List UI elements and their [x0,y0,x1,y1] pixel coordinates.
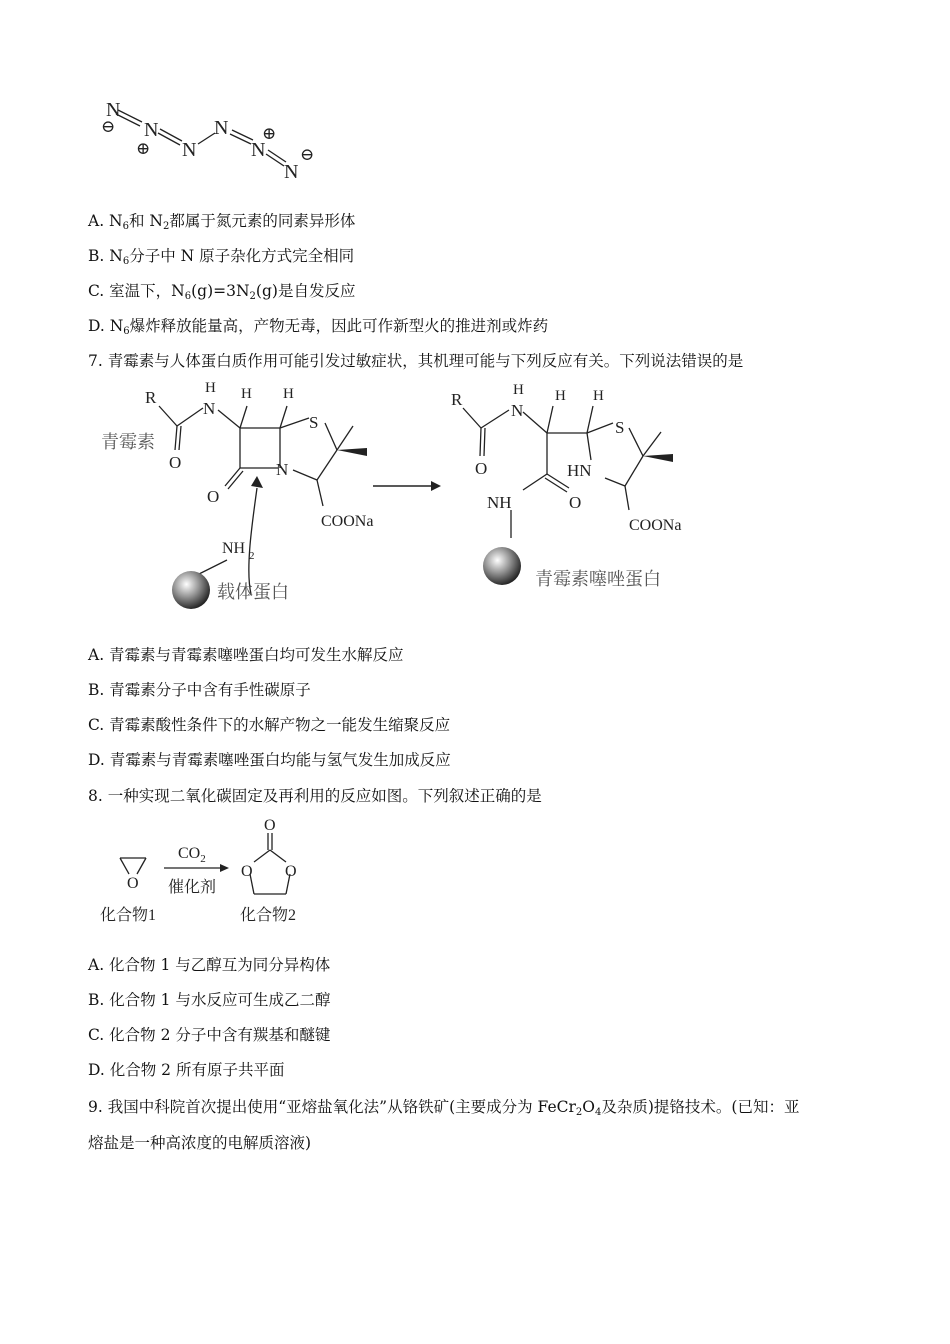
svg-text:O: O [241,863,253,880]
svg-text:O: O [264,817,276,834]
q6-option-d: D. $N_6$爆炸释放能量高，产物无毒，因此可作新型火的推进剂或炸药 [88,317,549,337]
svg-text:H: H [555,388,566,404]
svg-text:S: S [615,418,625,437]
product-protein-sphere [483,547,521,585]
svg-text:O: O [569,493,582,512]
q6-option-b: B. $N_6$分子中 N 原子杂化方式完全相同 [88,247,355,267]
reagent-co2: $CO_2$ [178,845,206,865]
q6-option-a: A. $N_6$和 $N_2$都属于氮元素的同素异形体 [88,212,356,232]
q8-option-a: A. 化合物 1 与乙醇互为同分异构体 [88,956,331,974]
compound2-label: 化合物2 [240,907,297,924]
q9-stem-line2: 熔盐是一种高浓度的电解质溶液) [88,1134,312,1152]
svg-text:H: H [513,382,524,398]
svg-text:N: N [203,399,216,418]
svg-text:NH: NH [222,540,246,557]
penicillin-label: 青霉素 [101,432,155,452]
q7-option-b: B. 青霉素分子中含有手性碳原子 [88,681,311,699]
carrier-protein-label: 载体蛋白 [217,582,289,602]
svg-text:H: H [205,380,216,396]
q7-option-d: D. 青霉素与青霉素噻唑蛋白均能与氢气发生加成反应 [88,751,451,769]
q8-stem: 8. 一种实现二氧化碳固定及再利用的反应如图。下列叙述正确的是 [88,787,542,805]
q8-option-c: C. 化合物 2 分子中含有羰基和醚键 [88,1026,331,1044]
svg-text:COONa: COONa [321,513,374,530]
q7-stem: 7. 青霉素与人体蛋白质作用可能引发过敏症状，其机理可能与下列反应有关。下列说法错误的是 [88,352,744,370]
co2-fixation-figure [96,812,326,932]
q8-option-b: B. 化合物 1 与水反应可生成乙二醇 [88,991,331,1009]
atom-n4: N [214,117,229,139]
charge-minus-2: ⊖ [300,145,315,164]
svg-text:H: H [241,386,252,402]
svg-text:NH: NH [487,493,512,512]
atom-n6: N [284,161,299,183]
n6-structure-figure [98,92,328,184]
charge-plus-2: ⊕ [262,124,277,143]
svg-text:N: N [511,401,524,420]
catalyst-label: 催化剂 [168,879,217,896]
charge-minus-1: ⊖ [101,117,116,136]
svg-text:O: O [169,453,182,472]
atom-n3: N [182,139,197,161]
carrier-protein-sphere [172,571,210,609]
svg-text:H: H [593,388,604,404]
svg-text:2: 2 [249,550,255,562]
product-label: 青霉素噻唑蛋白 [535,569,661,589]
svg-text:COONa: COONa [629,517,682,534]
q6-option-c: C. 室温下，$N_6(g)=3N_2(g)$是自发反应 [88,282,356,302]
svg-text:O: O [475,459,488,478]
svg-text:H: H [283,386,294,402]
q7-option-a: A. 青霉素与青霉素噻唑蛋白均可发生水解反应 [88,646,404,664]
svg-text:R: R [451,390,463,409]
atom-n5: N [251,139,266,161]
q8-option-d: D. 化合物 2 所有原子共平面 [88,1061,285,1079]
svg-text:R: R [145,388,157,407]
svg-text:O: O [207,487,220,506]
svg-text:S: S [309,413,319,432]
penicillin-reaction-figure [95,378,715,618]
charge-plus-1: ⊕ [136,139,151,158]
svg-text:HN: HN [567,461,592,480]
q7-option-c: C. 青霉素酸性条件下的水解产物之一能发生缩聚反应 [88,716,451,734]
atom-n2: N [144,119,159,141]
svg-text:O: O [285,863,297,880]
svg-text:O: O [127,875,139,892]
atom-n1: N [106,99,121,121]
svg-text:N: N [276,460,289,479]
compound1-label: 化合物1 [100,907,157,924]
q9-stem-line1: 9. 我国中科院首次提出使用“亚熔盐氧化法”从铬铁矿(主要成分为 $FeCr_2O_4$及杂质)提铬技术。(已知：亚 [88,1098,800,1118]
